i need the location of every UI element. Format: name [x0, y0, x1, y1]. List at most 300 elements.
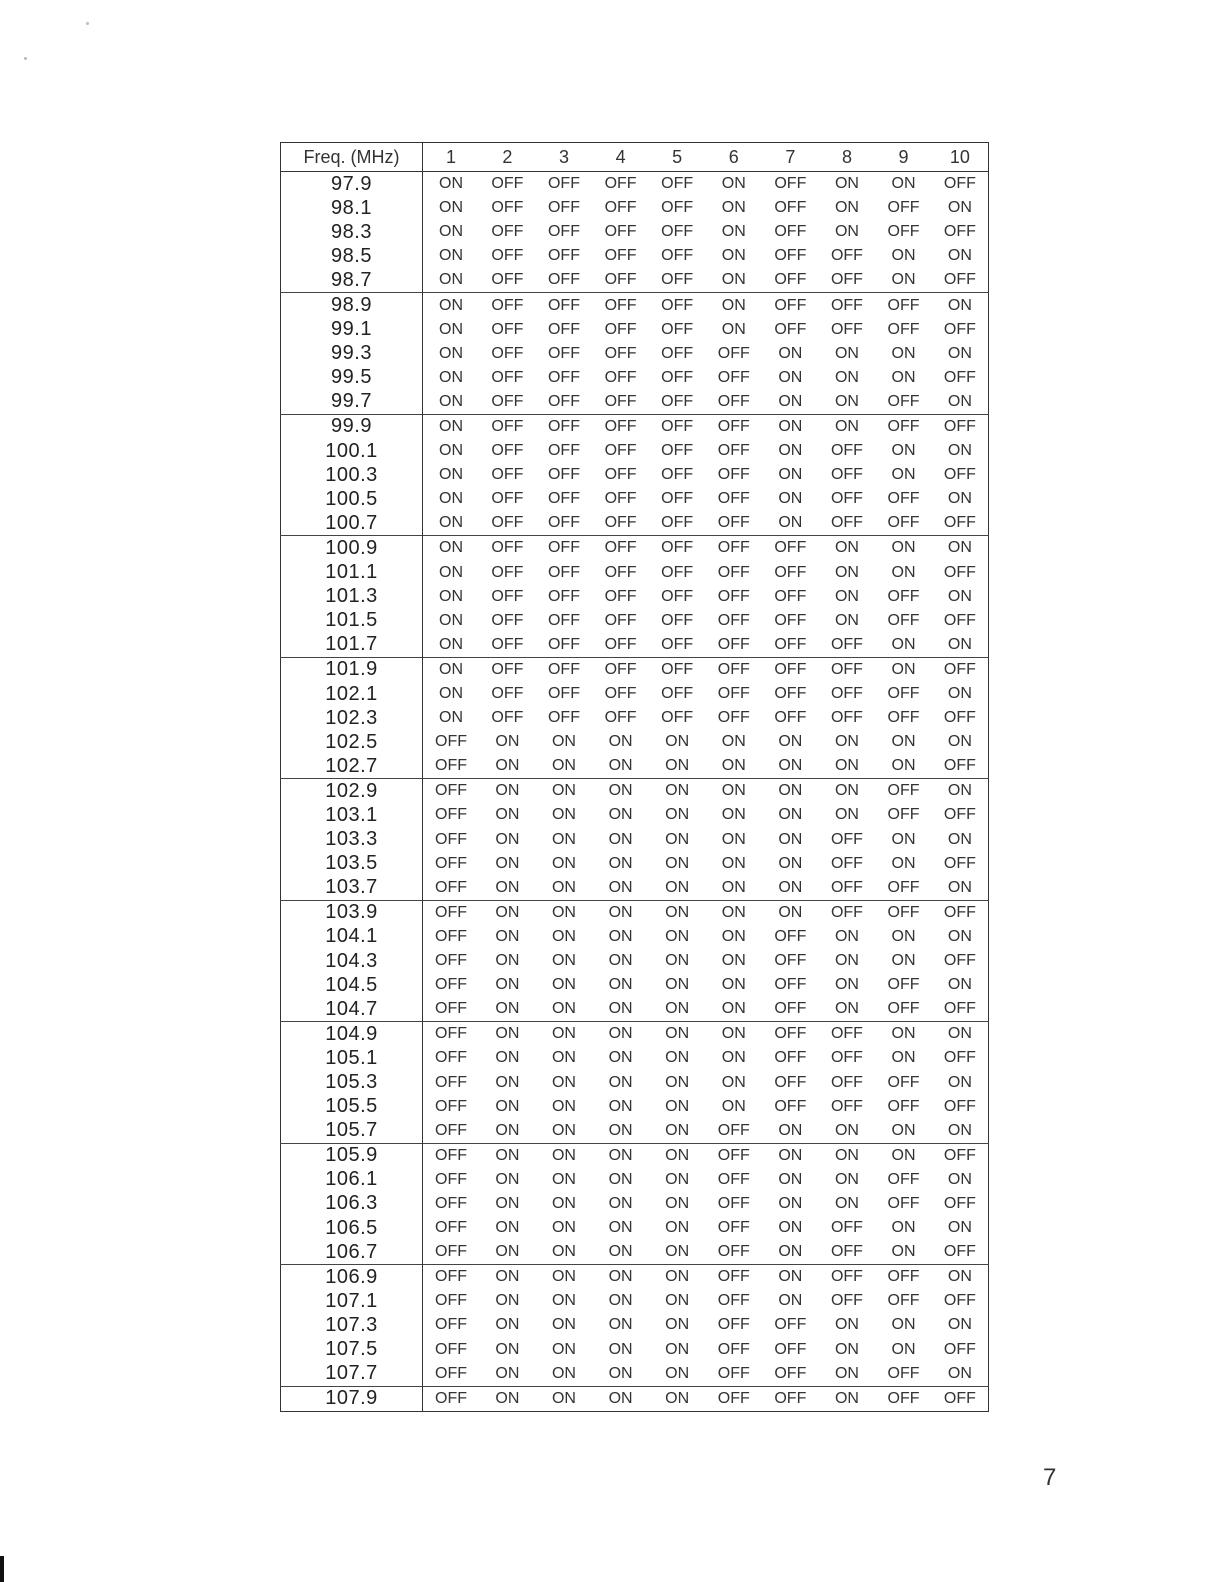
switch-cell: OFF — [604, 635, 637, 653]
switch-cell: ON — [536, 1022, 593, 1047]
switch-cell: OFF — [435, 1243, 468, 1261]
switch-cell: OFF — [887, 223, 920, 241]
switch-cell: ON — [891, 1219, 916, 1237]
switch-cell: OFF — [875, 414, 932, 439]
switch-cell: OFF — [435, 976, 468, 994]
switch-cell: OFF — [491, 442, 524, 460]
switch-cell: OFF — [423, 779, 480, 804]
table-row — [281, 511, 989, 536]
switch-cell: ON — [649, 1022, 706, 1047]
switch-cell: ON — [665, 1292, 690, 1310]
switch-cell: ON — [592, 900, 649, 925]
switch-cell: OFF — [479, 414, 536, 439]
switch-cell: OFF — [547, 587, 580, 605]
freq-cell: 107.1 — [281, 1289, 423, 1313]
freq-cell: 101.3 — [281, 585, 423, 609]
switch-cell: ON — [551, 806, 576, 824]
table-row — [281, 536, 989, 561]
switch-cell: ON — [721, 854, 746, 872]
switch-cell: ON — [721, 1000, 746, 1018]
switch-cell: ON — [608, 927, 633, 945]
freq-cell: 101.1 — [281, 561, 423, 585]
switch-cell: OFF — [819, 900, 876, 925]
switch-cell: ON — [721, 1049, 746, 1067]
switch-cell: OFF — [717, 1170, 750, 1188]
switch-cell: OFF — [943, 1000, 976, 1018]
switch-cell: OFF — [491, 320, 524, 338]
switch-cell: ON — [439, 223, 464, 241]
switch-cell: OFF — [604, 344, 637, 362]
switch-cell: OFF — [887, 320, 920, 338]
switch-cell: ON — [608, 1049, 633, 1067]
switch-cell: ON — [551, 1073, 576, 1091]
switch-cell: OFF — [887, 514, 920, 532]
switch-cell: ON — [495, 733, 520, 751]
switch-cell: OFF — [604, 199, 637, 217]
switch-cell: ON — [721, 175, 746, 193]
page-number: 7 — [1043, 1464, 1057, 1491]
switch-cell: OFF — [943, 1292, 976, 1310]
switch-cell: OFF — [592, 414, 649, 439]
switch-cell: OFF — [604, 223, 637, 241]
switch-cell: ON — [778, 392, 803, 410]
switch-cell: ON — [721, 806, 746, 824]
switch-cell: OFF — [547, 344, 580, 362]
switch-cell: OFF — [479, 293, 536, 318]
switch-cell: ON — [649, 900, 706, 925]
switch-cell: ON — [439, 271, 464, 289]
switch-cell: OFF — [435, 927, 468, 945]
switch-cell: ON — [778, 466, 803, 484]
switch-cell: ON — [551, 976, 576, 994]
switch-cell: OFF — [717, 587, 750, 605]
switch-cell: OFF — [830, 442, 863, 460]
switch-cell: ON — [947, 878, 972, 896]
table-row — [281, 1070, 989, 1094]
freq-cell: 102.1 — [281, 682, 423, 706]
switch-cell: ON — [721, 952, 746, 970]
switch-cell: OFF — [547, 175, 580, 193]
switch-cell: OFF — [887, 392, 920, 410]
freq-cell: 98.9 — [281, 293, 423, 318]
switch-cell: OFF — [717, 685, 750, 703]
switch-cell: ON — [665, 854, 690, 872]
freq-cell: 98.3 — [281, 220, 423, 244]
switch-cell: OFF — [705, 657, 762, 682]
table-row — [281, 633, 989, 658]
switch-cell: ON — [665, 757, 690, 775]
switch-cell: OFF — [547, 199, 580, 217]
switch-cell: OFF — [830, 1097, 863, 1115]
switch-cell: OFF — [491, 514, 524, 532]
switch-cell: ON — [834, 392, 859, 410]
switch-cell: ON — [665, 878, 690, 896]
switch-cell: ON — [665, 1121, 690, 1139]
switch-cell: OFF — [830, 247, 863, 265]
switch-cell: OFF — [705, 1265, 762, 1290]
switch-cell: OFF — [435, 1170, 468, 1188]
switch-cell: OFF — [649, 414, 706, 439]
switch-cell: ON — [665, 1364, 690, 1382]
switch-cell: ON — [947, 392, 972, 410]
table-row — [281, 244, 989, 268]
table-row — [281, 487, 989, 511]
switch-cell: ON — [439, 490, 464, 508]
switch-cell: ON — [778, 830, 803, 848]
table-row — [281, 1338, 989, 1362]
switch-cell: OFF — [604, 611, 637, 629]
switch-cell: ON — [834, 757, 859, 775]
switch-cell: ON — [608, 757, 633, 775]
switch-cell: OFF — [661, 611, 694, 629]
switch-cell: ON — [778, 344, 803, 362]
switch-cell: ON — [495, 830, 520, 848]
switch-cell: ON — [891, 466, 916, 484]
switch-cell: OFF — [830, 1073, 863, 1091]
table-row — [281, 1313, 989, 1337]
freq-cell: 98.7 — [281, 268, 423, 293]
switch-cell: ON — [947, 1073, 972, 1091]
switch-cell: OFF — [661, 490, 694, 508]
switch-cell: OFF — [774, 1000, 807, 1018]
switch-cell: OFF — [943, 806, 976, 824]
freq-cell: 107.3 — [281, 1313, 423, 1337]
switch-cell: ON — [665, 1316, 690, 1334]
switch-cell: ON — [834, 733, 859, 751]
switch-cell: OFF — [479, 536, 536, 561]
switch-cell: ON — [649, 779, 706, 804]
switch-cell: OFF — [943, 854, 976, 872]
header-switch-5: 5 — [649, 143, 706, 172]
switch-cell: ON — [551, 1000, 576, 1018]
switch-cell: ON — [551, 830, 576, 848]
switch-cell: ON — [891, 344, 916, 362]
freq-cell: 106.9 — [281, 1265, 423, 1290]
freq-cell: 105.9 — [281, 1143, 423, 1168]
switch-cell: ON — [551, 1243, 576, 1261]
switch-cell: OFF — [875, 1386, 932, 1411]
switch-cell: OFF — [491, 344, 524, 362]
switch-cell: OFF — [887, 1170, 920, 1188]
switch-cell: ON — [439, 466, 464, 484]
switch-cell: ON — [439, 247, 464, 265]
freq-cell: 99.9 — [281, 414, 423, 439]
switch-cell: OFF — [435, 1000, 468, 1018]
table-row — [281, 1216, 989, 1240]
switch-cell: ON — [551, 878, 576, 896]
switch-cell: OFF — [435, 830, 468, 848]
switch-cell: ON — [705, 779, 762, 804]
switch-cell: OFF — [604, 442, 637, 460]
freq-cell: 106.7 — [281, 1240, 423, 1265]
switch-cell: OFF — [491, 368, 524, 386]
table-row — [281, 1386, 989, 1411]
frequency-switch-table — [280, 142, 989, 1412]
switch-cell: OFF — [649, 657, 706, 682]
header-switch-4: 4 — [592, 143, 649, 172]
switch-cell: OFF — [717, 611, 750, 629]
switch-cell: OFF — [604, 320, 637, 338]
switch-cell: OFF — [547, 442, 580, 460]
switch-cell: ON — [891, 175, 916, 193]
switch-cell: OFF — [887, 1097, 920, 1115]
switch-cell: ON — [819, 1386, 876, 1411]
switch-cell: ON — [705, 900, 762, 925]
switch-cell: OFF — [932, 900, 989, 925]
switch-cell: OFF — [705, 1143, 762, 1168]
table-row — [281, 1289, 989, 1313]
switch-cell: ON — [778, 514, 803, 532]
switch-cell: ON — [479, 1265, 536, 1290]
freq-cell: 97.9 — [281, 172, 423, 197]
switch-cell: ON — [705, 1022, 762, 1047]
switch-cell: ON — [439, 442, 464, 460]
switch-cell: OFF — [717, 344, 750, 362]
switch-cell: OFF — [491, 490, 524, 508]
switch-cell: OFF — [491, 247, 524, 265]
switch-cell: OFF — [717, 1292, 750, 1310]
switch-cell: ON — [778, 1121, 803, 1139]
switch-cell: ON — [891, 1243, 916, 1261]
table-row — [281, 1143, 989, 1168]
switch-cell: OFF — [435, 1121, 468, 1139]
header-switch-6: 6 — [705, 143, 762, 172]
switch-cell: OFF — [491, 685, 524, 703]
switch-cell: ON — [762, 414, 819, 439]
switch-cell: ON — [665, 927, 690, 945]
freq-cell: 107.7 — [281, 1362, 423, 1387]
switch-cell: ON — [834, 563, 859, 581]
switch-cell: OFF — [536, 414, 593, 439]
switch-cell: ON — [495, 854, 520, 872]
switch-cell: ON — [778, 878, 803, 896]
switch-cell: OFF — [830, 709, 863, 727]
switch-cell: OFF — [830, 878, 863, 896]
switch-cell: OFF — [547, 271, 580, 289]
table-row — [281, 293, 989, 318]
switch-cell: ON — [551, 1316, 576, 1334]
switch-cell: OFF — [830, 514, 863, 532]
switch-cell: OFF — [830, 1243, 863, 1261]
switch-cell: OFF — [491, 709, 524, 727]
switch-cell: OFF — [887, 1073, 920, 1091]
freq-cell: 99.7 — [281, 390, 423, 415]
switch-cell: OFF — [547, 490, 580, 508]
switch-cell: OFF — [491, 175, 524, 193]
switch-cell: ON — [778, 733, 803, 751]
switch-cell: OFF — [830, 466, 863, 484]
switch-cell: ON — [778, 806, 803, 824]
switch-cell: OFF — [423, 1265, 480, 1290]
switch-cell: OFF — [774, 709, 807, 727]
switch-cell: ON — [947, 1121, 972, 1139]
table-row — [281, 585, 989, 609]
switch-cell: ON — [665, 1073, 690, 1091]
switch-cell: ON — [439, 563, 464, 581]
switch-cell: ON — [608, 1364, 633, 1382]
switch-cell: OFF — [717, 1194, 750, 1212]
freq-cell: 104.5 — [281, 973, 423, 997]
switch-cell: ON — [536, 1386, 593, 1411]
switch-cell: OFF — [491, 611, 524, 629]
switch-cell: OFF — [547, 223, 580, 241]
switch-cell: ON — [551, 927, 576, 945]
switch-cell: ON — [947, 830, 972, 848]
switch-cell: ON — [891, 442, 916, 460]
table-row — [281, 561, 989, 585]
table-row — [281, 973, 989, 997]
table-row — [281, 463, 989, 487]
switch-cell: ON — [947, 733, 972, 751]
table-row — [281, 172, 989, 197]
table-row — [281, 390, 989, 415]
switch-cell: OFF — [717, 1340, 750, 1358]
switch-cell: ON — [891, 1049, 916, 1067]
switch-cell: OFF — [435, 806, 468, 824]
switch-cell: OFF — [943, 563, 976, 581]
switch-cell: OFF — [774, 952, 807, 970]
switch-cell: ON — [439, 709, 464, 727]
switch-cell: OFF — [536, 293, 593, 318]
switch-cell: OFF — [661, 442, 694, 460]
switch-cell: OFF — [661, 199, 694, 217]
switch-cell: OFF — [774, 1340, 807, 1358]
switch-cell: OFF — [649, 293, 706, 318]
switch-cell: ON — [834, 806, 859, 824]
switch-cell: ON — [608, 1292, 633, 1310]
table-row — [281, 997, 989, 1022]
switch-cell: OFF — [435, 1316, 468, 1334]
switch-cell: OFF — [943, 611, 976, 629]
switch-cell: ON — [947, 927, 972, 945]
switch-cell: OFF — [717, 1219, 750, 1237]
switch-cell: ON — [721, 927, 746, 945]
switch-cell: OFF — [943, 757, 976, 775]
switch-cell: ON — [495, 1073, 520, 1091]
switch-cell: OFF — [604, 466, 637, 484]
switch-cell: OFF — [943, 1194, 976, 1212]
switch-cell: OFF — [604, 247, 637, 265]
switch-cell: OFF — [547, 685, 580, 703]
switch-cell: OFF — [943, 368, 976, 386]
switch-cell: ON — [778, 757, 803, 775]
switch-cell: OFF — [774, 1049, 807, 1067]
switch-cell: OFF — [661, 635, 694, 653]
switch-cell: ON — [932, 779, 989, 804]
freq-cell: 100.3 — [281, 463, 423, 487]
switch-cell: OFF — [661, 271, 694, 289]
switch-cell: OFF — [491, 635, 524, 653]
switch-cell: ON — [608, 1000, 633, 1018]
table-row — [281, 1046, 989, 1070]
switch-cell: ON — [721, 757, 746, 775]
switch-cell: ON — [479, 779, 536, 804]
table-row — [281, 852, 989, 876]
switch-cell: ON — [834, 1364, 859, 1382]
switch-cell: OFF — [661, 175, 694, 193]
switch-cell: ON — [947, 685, 972, 703]
switch-cell: ON — [439, 685, 464, 703]
switch-cell: OFF — [604, 709, 637, 727]
switch-cell: ON — [551, 1049, 576, 1067]
switch-cell: OFF — [705, 414, 762, 439]
switch-cell: OFF — [887, 1364, 920, 1382]
switch-cell: OFF — [887, 685, 920, 703]
switch-cell: ON — [495, 806, 520, 824]
switch-cell: ON — [947, 247, 972, 265]
switch-cell: OFF — [717, 635, 750, 653]
switch-cell: ON — [423, 657, 480, 682]
freq-cell: 98.5 — [281, 244, 423, 268]
switch-cell: ON — [439, 344, 464, 362]
switch-cell: OFF — [717, 1121, 750, 1139]
switch-cell: OFF — [717, 368, 750, 386]
switch-cell: ON — [947, 490, 972, 508]
table-header — [281, 143, 989, 172]
switch-cell: ON — [834, 368, 859, 386]
switch-cell: OFF — [932, 1386, 989, 1411]
switch-cell: ON — [932, 293, 989, 318]
table-row — [281, 779, 989, 804]
switch-cell: OFF — [661, 223, 694, 241]
switch-cell: OFF — [762, 293, 819, 318]
switch-cell: ON — [439, 587, 464, 605]
switch-cell: OFF — [717, 490, 750, 508]
switch-cell: OFF — [875, 900, 932, 925]
switch-cell: ON — [947, 1364, 972, 1382]
switch-cell: ON — [778, 854, 803, 872]
table-row — [281, 366, 989, 390]
switch-cell: ON — [891, 854, 916, 872]
switch-cell: ON — [608, 1121, 633, 1139]
switch-cell: ON — [439, 320, 464, 338]
switch-cell: ON — [592, 779, 649, 804]
switch-cell: OFF — [717, 709, 750, 727]
switch-cell: OFF — [592, 657, 649, 682]
table-body — [281, 172, 989, 1412]
freq-cell: 102.7 — [281, 754, 423, 779]
switch-cell: OFF — [717, 1364, 750, 1382]
switch-cell: OFF — [762, 657, 819, 682]
switch-cell: OFF — [547, 466, 580, 484]
switch-cell: ON — [495, 757, 520, 775]
switch-cell: OFF — [592, 293, 649, 318]
switch-cell: ON — [608, 1340, 633, 1358]
switch-cell: ON — [721, 223, 746, 241]
switch-cell: OFF — [661, 466, 694, 484]
switch-cell: OFF — [774, 223, 807, 241]
switch-cell: OFF — [774, 635, 807, 653]
switch-cell: ON — [439, 611, 464, 629]
switch-cell: ON — [947, 635, 972, 653]
switch-cell: OFF — [423, 900, 480, 925]
switch-cell: ON — [608, 878, 633, 896]
switch-cell: OFF — [774, 611, 807, 629]
switch-cell: OFF — [547, 368, 580, 386]
switch-cell: OFF — [887, 878, 920, 896]
table-row — [281, 1192, 989, 1216]
switch-cell: OFF — [774, 1316, 807, 1334]
switch-cell: ON — [592, 1265, 649, 1290]
freq-cell: 104.3 — [281, 949, 423, 973]
switch-cell: ON — [649, 1386, 706, 1411]
switch-cell: OFF — [717, 466, 750, 484]
table-row — [281, 1240, 989, 1265]
table-row — [281, 754, 989, 779]
header-switch-9: 9 — [875, 143, 932, 172]
switch-cell: ON — [551, 1364, 576, 1382]
switch-cell: ON — [834, 1170, 859, 1188]
